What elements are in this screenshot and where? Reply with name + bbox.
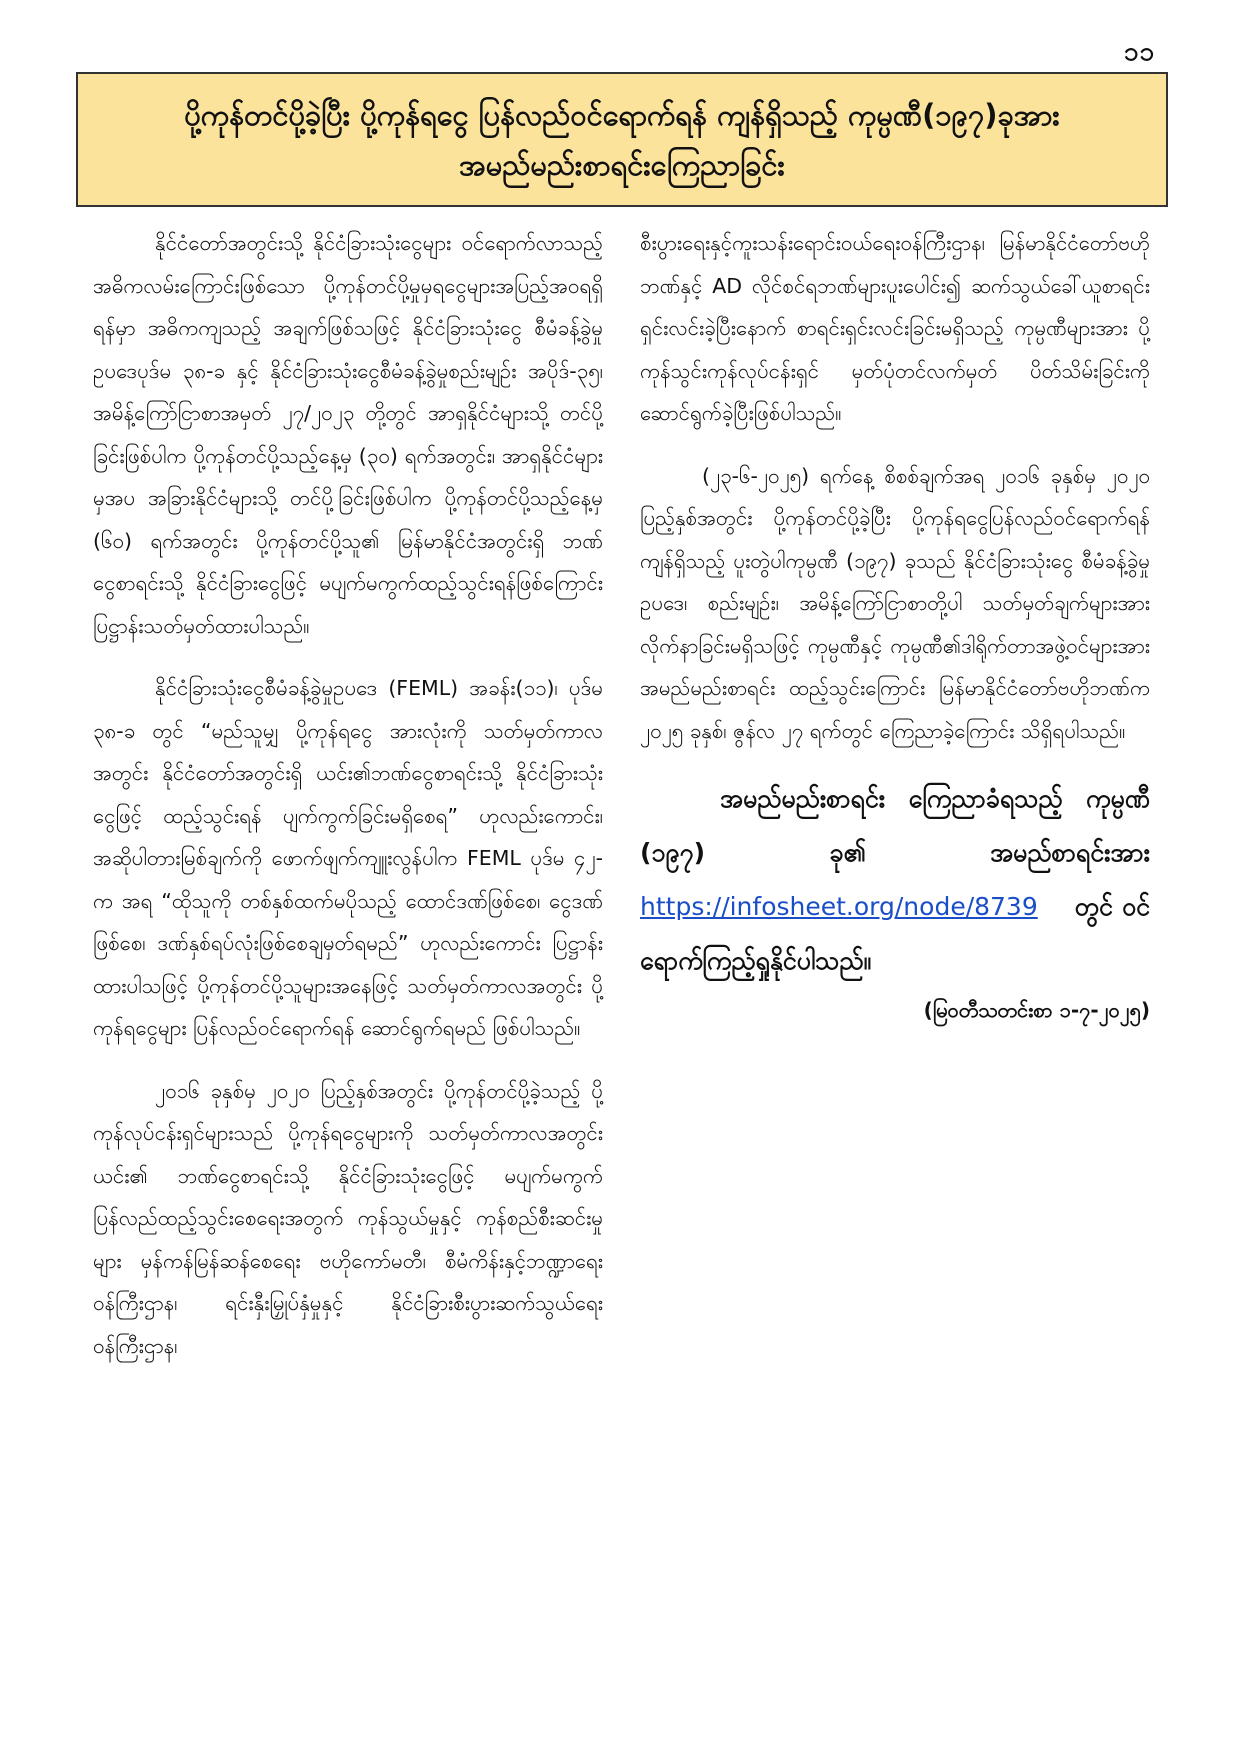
right-column <box>640 222 1150 1028</box>
paragraph-feml-section: နိုင်ငံခြားသုံးငွေစီမံခန့်ခွဲမှုဥပဒေ (FEML) အခန်း(၁၁)၊ ပုဒ်မ ၃၈-ခ တွင် “မည်သူမျှ ပို့ကုန်ရငွေ အားလုံးကို သတ်မှတ်ကာလအတွင်း နိုင်ငံတော်အတွင်းရှိ ယင်း၏ဘဏ်ငွေစာရင်းသို့ နိုင်ငံခြားသုံးငွေဖြင့် ထည့်သွင်းရန် ပျက်ကွက်ခြင်းမရှိစေရ” ဟုလည်းကောင်း၊ အဆိုပါတားမြစ်ချက်ကို ဖောက်ဖျက်ကျူးလွန်ပါက FEML ပုဒ်မ ၄၂-က အရ “ထိုသူကို တစ်နှစ်ထက်မပိုသည့် ထောင်ဒဏ်ဖြစ်စေ၊ ငွေဒဏ်ဖြစ်စေ၊ ဒဏ်နှစ်ရပ်လုံးဖြစ်စေချမှတ်ရမည်” ဟုလည်းကောင်း ပြဋ္ဌာန်းထားပါသဖြင့် ပို့ကုန်တင်ပို့သူများအနေဖြင့် သတ်မှတ်ကာလအတွင်း ပို့ကုန်ရငွေများ ပြန်လည်ဝင်ရောက်ရန် ဆောင်ရွက်ရမည် ဖြစ်ပါသည်။ <box>93 676 603 1040</box>
title-line-2: အမည်မည်းစာရင်းကြေညာခြင်း <box>459 147 785 182</box>
page-number: ၁၁ <box>1123 37 1155 67</box>
callout-text-2: တွင် ဝင်ရောက်ကြည့်ရှုနိုင်ပါသည်။ <box>640 892 1150 975</box>
infosheet-link[interactable]: https://infosheet.org/node/8739 <box>640 892 1038 921</box>
source-citation: (မြဝတီသတင်းစာ ၁-၇-၂၀၂၅) <box>923 998 1150 1022</box>
blacklist-callout <box>640 772 1150 988</box>
paragraph-blacklist-announcement: (၂၃-၆-၂၀၂၅) ရက်နေ့ စိစစ်ချက်အရ ၂၀၁၆ ခုနှစ်မှ ၂၀၂၀ ပြည့်နှစ်အတွင်း ပို့ကုန်တင်ပို့ခဲ့ပြီး ပို့ကုန်ရငွေပြန်လည်ဝင်ရောက်ရန်ကျန်ရှိသည့် ပူးတွဲပါကုမ္ပဏီ (၁၉၇) ခုသည် နိုင်ငံခြားသုံးငွေ စီမံခန့်ခွဲမှုဥပဒေ၊ စည်းမျဉ်း၊ အမိန့်ကြော်ငြာစာတို့ပါ သတ်မှတ်ချက်များအား လိုက်နာခြင်းမရှိသဖြင့် ကုမ္ပဏီနှင့် ကုမ္ပဏီ၏ဒါရိုက်တာအဖွဲ့ဝင်များအား အမည်မည်းစာရင်း ထည့်သွင်းကြောင်း မြန်မာနိုင်ငံတော်ဗဟိုဘဏ်က ၂၀၂၅ ခုနှစ်၊ ဇွန်လ ၂၇ ရက်တွင် ကြေညာခဲ့ကြောင်း သိရှိရပါသည်။ <box>640 463 1150 743</box>
paragraph-continued: စီးပွားရေးနှင့်ကူးသန်းရောင်းဝယ်ရေးဝန်ကြီးဌာန၊ မြန်မာနိုင်ငံတော်ဗဟိုဘဏ်နှင့် AD လိုင်စင်ရဘဏ်များပူးပေါင်း၍ ဆက်သွယ်ခေါ်ယူစာရင်းရှင်းလင်းခဲ့ပြီးနောက် စာရင်းရှင်းလင်းခြင်းမရှိသည့် ကုမ္ပဏီများအား ပို့ကုန်သွင်းကုန်လုပ်ငန်းရှင် မှတ်ပုံတင်လက်မှတ် ပိတ်သိမ်းခြင်းကို ဆောင်ရွက်ခဲ့ပြီးဖြစ်ပါသည်။ <box>640 231 1150 425</box>
title-line-1: ပို့ကုန်တင်ပို့ခဲ့ပြီး ပို့ကုန်ရငွေ ပြန်လည်ဝင်ရောက်ရန် ကျန်ရှိသည့် ကုမ္ပဏီ(၁၉၇)ခုအား <box>184 97 1060 132</box>
left-column <box>93 222 603 1387</box>
title-banner <box>76 72 1168 207</box>
paragraph-2016-2020: ၂၀၁၆ ခုနှစ်မှ ၂၀၂၀ ပြည့်နှစ်အတွင်း ပို့ကုန်တင်ပို့ခဲ့သည့် ပို့ကုန်လုပ်ငန်းရှင်များသည် ပို့ကုန်ရငွေများကို သတ်မှတ်ကာလအတွင်း ယင်း၏ ဘဏ်ငွေစာရင်းသို့ နိုင်ငံခြားသုံးငွေဖြင့် မပျက်မကွက် ပြန်လည်ထည့်သွင်းစေရေးအတွက် ကုန်သွယ်မှုနှင့် ကုန်စည်စီးဆင်းမှုများ မှန်ကန်မြန်ဆန်စေရေး ဗဟိုကော်မတီ၊ စီမံကိန်းနှင့်ဘဏ္ဍာရေးဝန်ကြီးဌာန၊ ရင်းနှီးမြှုပ်နှံမှုနှင့် နိုင်ငံခြားစီးပွားဆက်သွယ်ရေးဝန်ကြီးဌာန၊ <box>93 1078 603 1358</box>
paragraph-export-rules: နိုင်ငံတော်အတွင်းသို့ နိုင်ငံခြားသုံးငွေများ ဝင်ရောက်လာသည့် အဓိကလမ်းကြောင်းဖြစ်သော ပို့ကုန်တင်ပို့မှုမှရငွေများအပြည့်အဝရရှိရန်မှာ အဓိကကျသည့် အချက်ဖြစ်သဖြင့် နိုင်ငံခြားသုံးငွေ စီမံခန့်ခွဲမှု ဥပဒေပုဒ်မ ၃၈-ခ နှင့် နိုင်ငံခြားသုံးငွေစီမံခန့်ခွဲမှုစည်းမျဉ်း အပိုဒ်-၃၅၊ အမိန့်ကြော်ငြာစာအမှတ် ၂၇/၂၀၂၃ တို့တွင် အာရှနိုင်ငံများသို့ တင်ပို့ခြင်းဖြစ်ပါက ပို့ကုန်တင်ပို့သည့်နေ့မှ (၃၀) ရက်အတွင်း၊ အာရှနိုင်ငံများမှအပ အခြားနိုင်ငံများသို့ တင်ပို့ခြင်းဖြစ်ပါက ပို့ကုန်တင်ပို့သည့်နေ့မှ (၆၀) ရက်အတွင်း ပို့ကုန်တင်ပို့သူ၏ မြန်မာနိုင်ငံအတွင်းရှိ ဘဏ်ငွေစာရင်းသို့ နိုင်ငံခြားငွေဖြင့် မပျက်မကွက်ထည့်သွင်းရန်ဖြစ်ကြောင်း ပြဋ္ဌာန်းသတ်မှတ်ထားပါသည်။ <box>93 231 603 638</box>
callout-text-1: အမည်မည်းစာရင်း ကြေညာခံရသည့် ကုမ္ပဏီ (၁၉၇) ခု၏ အမည်စာရင်းအား <box>640 784 1150 867</box>
